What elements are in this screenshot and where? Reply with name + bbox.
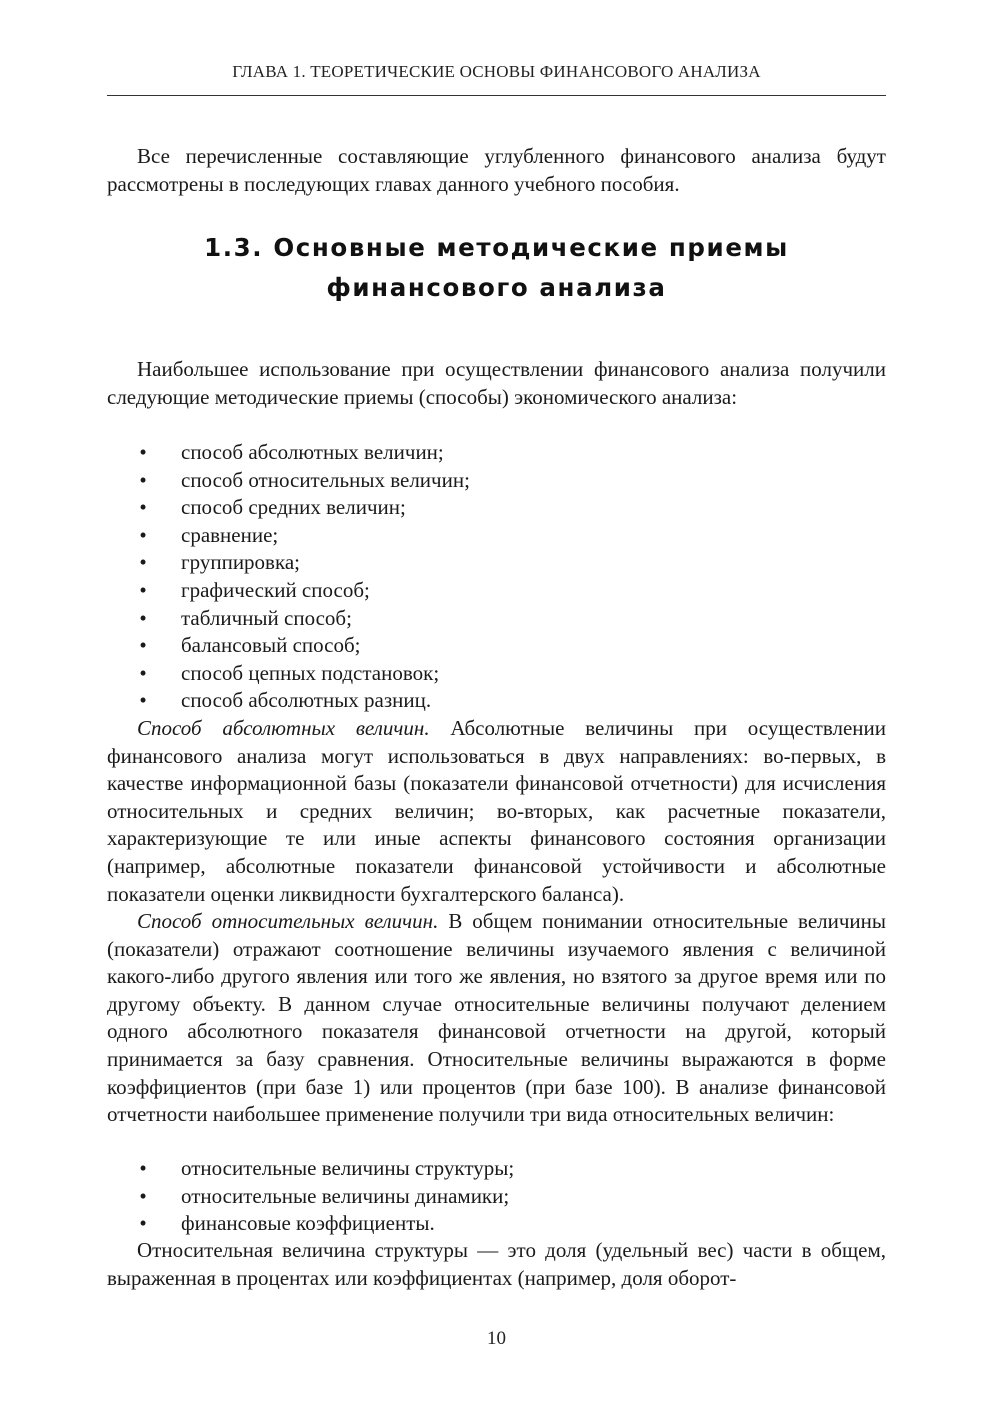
list-item: • относительные величины динамики; (107, 1183, 886, 1211)
list-item: • группировка; (107, 549, 886, 577)
section-title-line-1: 1.3. Основные методические приемы (204, 233, 789, 262)
list-item: • балансовый способ; (107, 632, 886, 660)
section-title-line-2: финансового анализа (326, 273, 667, 302)
bullet-icon: • (139, 577, 147, 602)
bullet-icon: • (139, 1183, 147, 1208)
bullet-icon: • (139, 660, 147, 685)
absolute-values-text: Абсолютные величины при осуществлении финансового анализа могут использоваться в двух направлениях: во-первых, в качестве информационной базы (показатели финансовой отчетности) для исчисления относительных и средних величин; во-вторых, как расчетные показатели, характеризующие те или иные аспекты финансового состояния организации (например, абсолютные показатели финансовой устойчивости и абсолютные показатели оценки ликвидности бухгалтерского баланса). (107, 716, 886, 906)
methods-intro-paragraph: Наибольшее использование при осуществлении финансового анализа получили следующие методические приемы (способы) экономического анализа: (107, 357, 886, 409)
list-item: • способ средних величин; (107, 494, 886, 522)
list-item: • табличный способ; (107, 605, 886, 633)
relative-values-heading: Способ относительных величин. (137, 909, 439, 933)
bullet-icon: • (139, 1211, 147, 1236)
bullet-icon: • (139, 605, 147, 630)
methods-list (107, 439, 886, 715)
absolute-values-heading: Способ абсолютных величин. (137, 716, 430, 740)
list-item: • сравнение; (107, 522, 886, 550)
list-item: • способ цепных подстановок; (107, 660, 886, 688)
intro-paragraph: Все перечисленные составляющие углубленного финансового анализа будут рассмотрены в последующих главах данного учебного пособия. (107, 144, 886, 196)
bullet-icon: • (139, 440, 147, 464)
list-item: • графический способ; (107, 577, 886, 605)
relative-types-list (107, 1155, 886, 1238)
bullet-icon: • (139, 1156, 147, 1180)
page-number: 10 (487, 1328, 506, 1349)
header-rule (107, 95, 886, 96)
bullet-icon: • (139, 522, 147, 547)
relative-values-text: В общем понимании относительные величины (показатели) отражают соотношение величины изучаемого явления с величиной какого-либо другого явления или того же явления, но взятого за другое время или по другому объекту. В данном случае относительные величины получают делением одного абсолютного показателя финансовой отчетности на другой, который принимается за базу сравнения. Относительные величины выражаются в форме коэффициентов (при базе 1) или процентов (при базе 100). В анализе финансовой отчетности наибольшее применение получили три вида относительных величин: (107, 909, 886, 1127)
list-item: • финансовые коэффициенты. (107, 1210, 886, 1238)
bullet-icon: • (139, 550, 147, 575)
list-item: • способ относительных величин; (107, 467, 886, 495)
bullet-icon: • (139, 633, 147, 658)
structure-paragraph: Относительная величина структуры — это доля (удельный вес) части в общем, выраженная в процентах или коэффициентах (например, доля оборот- (107, 1238, 886, 1290)
bullet-icon: • (139, 495, 147, 520)
running-head: ГЛАВА 1. ТЕОРЕТИЧЕСКИЕ ОСНОВЫ ФИНАНСОВОГО АНАЛИЗА (232, 62, 761, 81)
relative-values-paragraph (107, 908, 886, 1129)
bullet-icon: • (139, 688, 147, 713)
section-title (107, 228, 886, 308)
bullet-icon: • (139, 467, 147, 492)
list-item: • относительные величины структуры; (107, 1155, 886, 1183)
list-item: • способ абсолютных разниц. (107, 687, 886, 715)
absolute-values-paragraph (107, 715, 886, 908)
list-item: • способ абсолютных величин; (107, 439, 886, 467)
